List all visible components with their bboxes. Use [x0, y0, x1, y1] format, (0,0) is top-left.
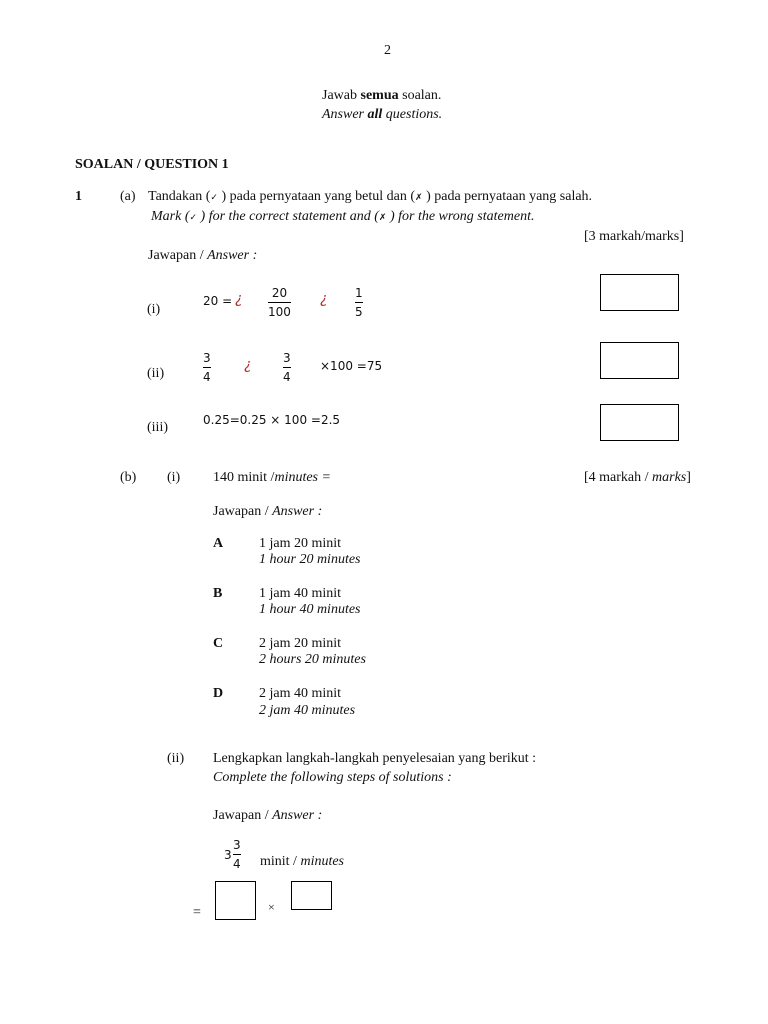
instruction-malay-prefix: Jawab [322, 88, 361, 103]
answer-label-english: Answer : [272, 504, 323, 519]
part-b-i-question [213, 470, 331, 486]
item-i-fraction-1 [268, 286, 291, 319]
part-b-i-label: (i) [167, 470, 181, 485]
instruction-malay-bold: semua [360, 88, 399, 103]
item-ii-label: (ii) [147, 366, 165, 381]
fraction-bar [203, 367, 211, 368]
part-a-ms-text-3: ) pada pernyataan yang salah. [422, 189, 593, 204]
part-b-marks [584, 470, 691, 486]
unit-english: minutes [300, 854, 345, 869]
mixed-number-whole: 3 [224, 848, 232, 862]
item-ii-fraction-1 [203, 351, 211, 384]
part-a-answer-label [148, 248, 257, 264]
part-a-label: (a) [120, 189, 136, 204]
answer-label-english: Answer : [207, 248, 258, 263]
part-a-instruction-english [151, 209, 534, 225]
answer-box-ii[interactable] [600, 342, 679, 379]
mixed-number-fraction [233, 838, 241, 871]
fraction-denominator: 100 [268, 305, 291, 319]
item-i-unknown-1: ¿ [235, 291, 243, 307]
item-i-unknown-2: ¿ [320, 291, 328, 307]
option-a-english: 1 hour 20 minutes [259, 552, 361, 567]
part-b-ii-instruction-malay: Lengkapkan langkah-langkah penyelesaian yang berikut : [213, 751, 537, 766]
item-i-fraction-2 [355, 286, 363, 319]
part-a-ms-text-1: Tandakan ( [148, 189, 211, 204]
marks-english: marks [652, 470, 687, 485]
fraction-bar [268, 302, 291, 303]
option-b-letter[interactable]: B [213, 586, 223, 601]
fraction-numerator: 20 [271, 286, 288, 300]
option-d-malay: 2 jam 40 minit [259, 686, 342, 701]
unit-label [260, 854, 344, 870]
item-i-label: (i) [147, 302, 161, 317]
part-b-ii-label: (ii) [167, 751, 185, 766]
tick-icon: ✓ [189, 213, 198, 223]
part-b-label: (b) [120, 470, 137, 485]
part-a-instruction-malay [148, 189, 592, 205]
unit-malay: minit / [260, 854, 301, 869]
marks-suffix: ] [686, 470, 691, 485]
times-sign: × [268, 900, 275, 914]
fraction-denominator: 4 [283, 370, 291, 384]
instruction-english-bold: all [367, 107, 383, 122]
part-a-en-text-3: ) for the wrong statement. [386, 209, 535, 224]
part-a-ms-text-2: ) pada pernyataan yang betul dan ( [217, 189, 416, 204]
item-iii-expression: 0.25=0.25 × 100 =2.5 [203, 413, 341, 427]
option-c-english: 2 hours 20 minutes [259, 652, 366, 667]
part-a-en-text-1: Mark ( [151, 209, 190, 224]
part-b-ii-instruction-english: Complete the following steps of solutions : [213, 770, 452, 785]
fraction-numerator: 1 [355, 286, 363, 300]
equals-sign: = [193, 905, 201, 920]
marks-prefix: [4 markah / [584, 470, 653, 485]
item-iii-label: (iii) [147, 420, 168, 435]
question-english: minutes = [274, 470, 331, 485]
option-b-malay: 1 jam 40 minit [259, 586, 342, 601]
fraction-denominator: 5 [355, 305, 363, 319]
step-answer-box-1[interactable] [215, 881, 256, 920]
fraction-denominator: 4 [233, 857, 241, 871]
section-title: SOALAN / QUESTION 1 [75, 157, 229, 172]
option-d-letter[interactable]: D [213, 686, 224, 701]
option-a-letter[interactable]: A [213, 536, 224, 551]
option-b-english: 1 hour 40 minutes [259, 602, 361, 617]
fraction-bar [233, 854, 241, 855]
fraction-numerator: 3 [233, 838, 241, 852]
fraction-bar [355, 302, 363, 303]
fraction-numerator: 3 [283, 351, 291, 365]
fraction-denominator: 4 [203, 370, 211, 384]
instruction-malay [322, 88, 441, 104]
fraction-bar [283, 367, 291, 368]
instruction-english-prefix: Answer [322, 107, 368, 122]
part-a-marks: [3 markah/marks] [584, 229, 684, 244]
instruction-english [322, 107, 442, 123]
page-number: 2 [384, 43, 391, 58]
instruction-malay-suffix: soalan. [398, 88, 442, 103]
option-a-malay: 1 jam 20 minit [259, 536, 342, 551]
option-d-english: 2 jam 40 minutes [259, 703, 356, 718]
answer-label-malay: Jawapan / [213, 808, 273, 823]
step-answer-box-2[interactable] [291, 881, 332, 910]
option-c-malay: 2 jam 20 minit [259, 636, 342, 651]
cross-icon: ✗ [415, 193, 423, 203]
question-malay: 140 minit / [213, 470, 275, 485]
answer-box-i[interactable] [600, 274, 679, 311]
item-ii-rhs: ×100 =75 [320, 359, 383, 373]
instruction-english-suffix: questions. [382, 107, 443, 122]
option-c-letter[interactable]: C [213, 636, 224, 651]
item-ii-fraction-2 [283, 351, 291, 384]
answer-box-iii[interactable] [600, 404, 679, 441]
answer-label-malay: Jawapan / [213, 504, 273, 519]
tick-icon: ✓ [210, 193, 218, 203]
answer-label-english: Answer : [272, 808, 323, 823]
item-i-lhs: 20 = [203, 294, 233, 308]
part-b-i-answer-label [213, 504, 322, 520]
item-ii-unknown: ¿ [244, 357, 252, 373]
part-b-ii-answer-label [213, 808, 322, 824]
cross-icon: ✗ [378, 213, 387, 223]
part-a-en-text-2: ) for the correct statement and ( [197, 209, 379, 224]
fraction-numerator: 3 [203, 351, 211, 365]
answer-label-malay: Jawapan / [148, 248, 208, 263]
question-number: 1 [75, 189, 82, 204]
